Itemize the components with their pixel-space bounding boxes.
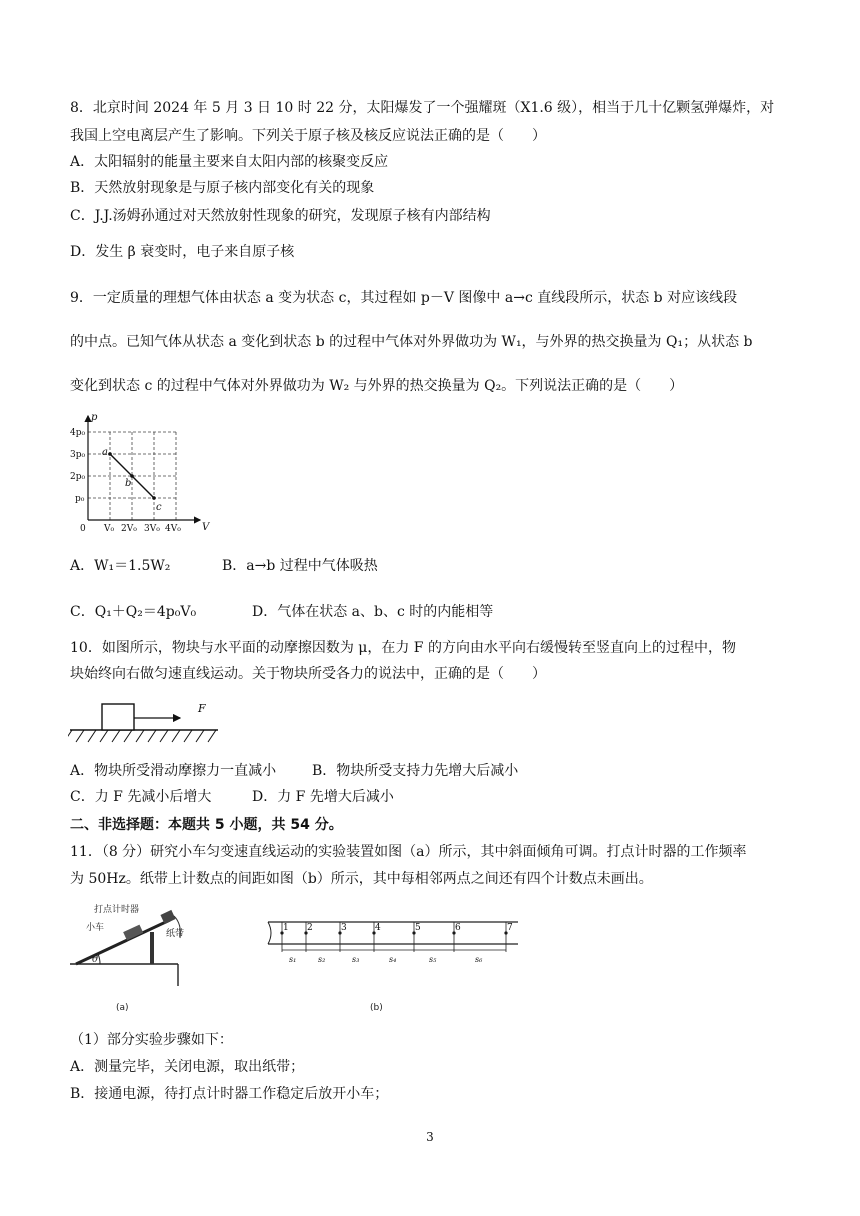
q9-option-a: A．W₁＝1.5W₂ xyxy=(70,558,171,574)
figure-b-tape xyxy=(266,918,520,1020)
spacing-s5: s₅ xyxy=(429,955,437,964)
q9-stem-line3: 变化到状态 c 的过程中气体对外界做功为 W₂ 与外界的热交换量为 Q₂。下列说法正确的是（ ） xyxy=(70,378,684,394)
q10-option-b: B．物块所受支持力先增大后减小 xyxy=(312,763,519,779)
spacing-s4: s₄ xyxy=(389,955,397,964)
p-tick-p0: p₀ xyxy=(75,494,85,504)
q11-sub1: （1）部分实验步骤如下： xyxy=(70,1032,233,1048)
point-6-label: 6 xyxy=(455,923,461,933)
point-4-label: 4 xyxy=(375,923,381,933)
tape-left-tear xyxy=(268,922,271,944)
q8-option-d: D．发生 β 衰变时，电子来自原子核 xyxy=(70,244,295,260)
v-tick-2v0: 2V₀ xyxy=(121,524,137,534)
point-7-label: 7 xyxy=(507,923,513,933)
point-5-label: 5 xyxy=(415,923,421,933)
q8-option-c: C．J.J.汤姆孙通过对天然放射性现象的研究，发现原子核有内部结构 xyxy=(70,208,491,224)
point-a-dot xyxy=(108,452,112,456)
p-tick-3p0: 3p₀ xyxy=(70,450,86,460)
point-a-label: a xyxy=(102,447,108,458)
tape-label: 纸带 xyxy=(166,929,185,939)
q8-option-b: B．天然放射现象是与原子核内部变化有关的现象 xyxy=(70,180,375,196)
point-c-label: c xyxy=(156,502,162,513)
q8-option-a: A．太阳辐射的能量主要来自太阳内部的核聚变反应 xyxy=(70,154,389,170)
q9-option-b: B．a→b 过程中气体吸热 xyxy=(222,558,378,574)
timer-label: 打点计时器 xyxy=(94,905,140,915)
section-heading: 二、非选择题：本题共 5 小题，共 54 分。 xyxy=(70,817,343,833)
v-axis-label: V xyxy=(202,522,210,533)
ground-hatching xyxy=(68,730,216,742)
p-tick-2p0: 2p₀ xyxy=(70,472,86,482)
point-1-label: 1 xyxy=(283,923,289,933)
block xyxy=(102,704,134,730)
figure-a-apparatus xyxy=(70,898,190,1020)
figure-a-caption: (a) xyxy=(116,1003,129,1013)
q11-step-b: B．接通电源，待打点计时器工作稳定后放开小车； xyxy=(70,1086,389,1102)
pv-graph xyxy=(68,412,218,537)
v-tick-3v0: 3V₀ xyxy=(144,524,160,534)
p-tick-4p0: 4p₀ xyxy=(70,428,86,438)
page-number: 3 xyxy=(426,1130,434,1144)
q9-stem-line1: 9．一定质量的理想气体由状态 a 变为状态 c，其过程如 p－V 图像中 a→c 直线段所示，状态 b 对应该线段 xyxy=(70,290,738,306)
force-label: F xyxy=(198,702,206,715)
spacing-s3: s₃ xyxy=(352,955,360,964)
point-3-label: 3 xyxy=(341,923,347,933)
q11-step-a: A．测量完毕，关闭电源，取出纸带； xyxy=(70,1059,305,1075)
q11-stem-line1: 11．（8 分）研究小车匀变速直线运动的实验装置如图（a）所示，其中斜面倾角可调。打点计时器的工作频率 xyxy=(70,844,747,860)
cart-label: 小车 xyxy=(86,923,105,933)
q10-option-a: A．物块所受滑动摩擦力一直减小 xyxy=(70,763,277,779)
spacing-s2: s₂ xyxy=(318,955,326,964)
q8-stem-line2: 我国上空电离层产生了影响。下列关于原子核及核反应说法正确的是（ ） xyxy=(70,128,546,144)
q10-stem-line2: 块始终向右做匀速直线运动。关于物块所受各力的说法中，正确的是（ ） xyxy=(70,666,546,682)
q10-stem-line1: 10．如图所示，物块与水平面的动摩擦因数为 μ，在力 F 的方向由水平向右缓慢转至竖直向上的过程中，物 xyxy=(70,640,736,656)
spacing-s6: s₆ xyxy=(475,955,483,964)
q11-stem-line2: 为 50Hz。纸带上计数点的间距如图（b）所示，其中每相邻两点之间还有四个计数点未画出。 xyxy=(70,871,653,887)
v-tick-v0: V₀ xyxy=(104,524,115,534)
point-2-label: 2 xyxy=(307,923,313,933)
block-force-figure xyxy=(68,694,228,750)
point-ticks xyxy=(282,922,506,952)
point-c-dot xyxy=(152,496,156,500)
q10-option-d: D．力 F 先增大后减小 xyxy=(252,789,394,805)
q9-stem-line2: 的中点。已知气体从状态 a 变化到状态 b 的过程中气体对外界做功为 W₁，与外界的热交换量为 Q₁；从状态 b xyxy=(70,334,753,350)
incline-support xyxy=(150,932,154,964)
spacing-s1: s₁ xyxy=(289,955,297,964)
figure-b-caption: (b) xyxy=(370,1003,383,1013)
q8-stem-line1: 8．北京时间 2024 年 5 月 3 日 10 时 22 分，太阳爆发了一个强耀斑（X1.6 级），相当于几十亿颗氢弹爆炸，对 xyxy=(70,100,775,116)
counting-points xyxy=(280,931,507,934)
q9-option-d: D．气体在状态 a、b、c 时的内能相等 xyxy=(252,604,494,620)
v-tick-4v0: 4V₀ xyxy=(165,524,181,534)
p-axis-label: p xyxy=(91,412,98,423)
angle-label: θ xyxy=(92,954,99,965)
q9-option-c: C．Q₁＋Q₂＝4p₀V₀ xyxy=(70,604,197,620)
angle-arc xyxy=(98,954,100,964)
point-b-label: b xyxy=(125,478,132,489)
q10-option-c: C．力 F 先减小后增大 xyxy=(70,789,212,805)
origin-label: 0 xyxy=(80,524,86,534)
